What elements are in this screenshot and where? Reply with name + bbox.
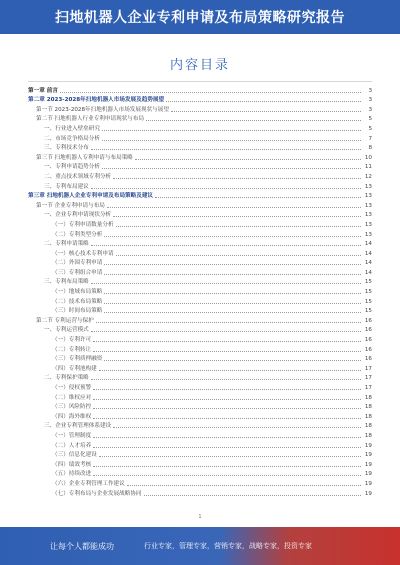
toc-leader-dots bbox=[93, 389, 361, 390]
toc-entry-page: 14 bbox=[364, 269, 372, 276]
toc-leader-dots bbox=[113, 178, 361, 179]
toc-leader-dots bbox=[93, 351, 361, 352]
toc-entry[interactable] bbox=[28, 85, 372, 95]
toc-entry[interactable] bbox=[28, 258, 372, 268]
report-footer bbox=[0, 527, 400, 565]
toc-entry-label: 第二节 专利运营与保护 bbox=[36, 317, 94, 324]
toc-entry[interactable] bbox=[28, 171, 372, 181]
toc-leader-dots bbox=[91, 283, 361, 284]
toc-leader-dots bbox=[93, 447, 361, 448]
toc-entry-label: （七）专利布局与企业发展战略协同 bbox=[52, 490, 142, 497]
toc-entry[interactable] bbox=[28, 363, 372, 373]
toc-entry-label: 二、专利保护策略 bbox=[44, 375, 89, 382]
toc-leader-dots bbox=[96, 322, 361, 323]
toc-entry-page: 10 bbox=[364, 154, 372, 161]
toc-entry[interactable] bbox=[28, 382, 372, 392]
toc-entry-label: 二、重点技术领域专利分析 bbox=[44, 173, 112, 180]
toc-entry-label: 一、行业进入壁垒研究 bbox=[44, 125, 100, 132]
toc-entry-page: 7 bbox=[368, 135, 372, 142]
toc-entry[interactable] bbox=[28, 133, 372, 143]
toc-entry-label: 第二节 扫地机器人行业专利申请现状与布局 bbox=[36, 116, 145, 123]
toc-entry-label: 第三节 扫地机器人专利申请与布局策略 bbox=[36, 154, 133, 161]
toc-entry[interactable] bbox=[28, 421, 372, 431]
toc-entry-page: 3 bbox=[368, 106, 372, 113]
toc-entry-page: 16 bbox=[364, 317, 372, 324]
toc-entry-page: 19 bbox=[364, 442, 372, 449]
toc-entry[interactable] bbox=[28, 267, 372, 277]
toc-entry-label: 一、专利运营模式 bbox=[44, 327, 89, 334]
toc-leader-dots bbox=[102, 130, 361, 131]
toc-leader-dots bbox=[166, 101, 361, 102]
toc-leader-dots bbox=[135, 159, 361, 160]
toc-leader-dots bbox=[146, 120, 361, 121]
toc-entry[interactable] bbox=[28, 143, 372, 153]
toc-entry-page: 15 bbox=[364, 298, 372, 305]
toc-entry-page: 16 bbox=[364, 327, 372, 334]
toc-leader-dots bbox=[93, 418, 361, 419]
toc-entry[interactable] bbox=[28, 488, 372, 498]
toc-entry-label: 三、专利布局建议 bbox=[44, 183, 89, 190]
toc-leader-dots bbox=[91, 188, 361, 189]
toc-leader-dots bbox=[93, 466, 361, 467]
toc-entry-page: 13 bbox=[364, 231, 372, 238]
toc-leader-dots bbox=[104, 264, 361, 265]
toc-entry-page: 11 bbox=[364, 164, 372, 171]
toc-entry-label: 二、专利申请策略 bbox=[44, 241, 89, 248]
toc-entry[interactable] bbox=[28, 152, 372, 162]
toc-entry-page: 16 bbox=[364, 337, 372, 344]
toc-entry[interactable] bbox=[28, 248, 372, 258]
toc-entry-page: 18 bbox=[364, 432, 372, 439]
toc-entry-label: （四）专利池构建 bbox=[52, 365, 97, 372]
footer-slogan: 让每个人都能成功 bbox=[50, 541, 114, 551]
toc-entry[interactable] bbox=[28, 392, 372, 402]
toc-entry[interactable] bbox=[28, 219, 372, 229]
toc-entry-page: 15 bbox=[364, 279, 372, 286]
toc-entry-page: 18 bbox=[364, 394, 372, 401]
toc-entry-page: 13 bbox=[364, 193, 372, 200]
toc-entry-label: （二）专利转让 bbox=[52, 346, 92, 353]
toc-entry-page: 17 bbox=[364, 385, 372, 391]
toc-entry-label: （二）专利类型分析 bbox=[52, 231, 103, 238]
page-number: 1 bbox=[198, 514, 202, 520]
toc-entry-label: （二）技术布局策略 bbox=[52, 298, 103, 305]
toc-entry-label: （四）海外维权 bbox=[52, 413, 92, 420]
footer-tagline: 行业专家，管理专家，营销专家，战略专家，投资专家 bbox=[144, 542, 312, 550]
toc-entry[interactable] bbox=[28, 373, 372, 383]
toc-heading: 内容目录 bbox=[169, 58, 230, 73]
toc-leader-dots bbox=[91, 149, 361, 150]
toc-entry[interactable] bbox=[28, 210, 372, 220]
toc-leader-dots bbox=[102, 140, 361, 141]
toc-leader-dots bbox=[116, 226, 361, 227]
toc-leader-dots bbox=[127, 485, 361, 486]
toc-entry-page: 13 bbox=[364, 212, 372, 219]
toc-entry-label: （三）信息化建设 bbox=[52, 452, 97, 459]
toc-leader-dots bbox=[102, 168, 361, 169]
toc-entry-label: 二、市场竞争格局分析 bbox=[44, 135, 100, 142]
toc-entry-page: 14 bbox=[364, 250, 372, 257]
report-header bbox=[0, 0, 400, 34]
toc-leader-dots bbox=[104, 236, 361, 237]
toc-leader-dots bbox=[93, 408, 361, 409]
toc-entry-page: 16 bbox=[364, 346, 372, 353]
toc-entry[interactable] bbox=[28, 411, 372, 421]
toc-leader-dots bbox=[155, 197, 361, 198]
toc-leader-dots bbox=[104, 293, 361, 294]
toc-entry-page: 12 bbox=[364, 173, 372, 180]
toc-entry-page: 8 bbox=[368, 145, 372, 152]
toc-entry-label: （一）专利许可 bbox=[52, 337, 92, 344]
toc-entry-page: 13 bbox=[364, 202, 372, 209]
toc-leader-dots bbox=[104, 360, 361, 361]
toc-entry-page: 3 bbox=[368, 97, 372, 104]
toc-leader-dots bbox=[99, 456, 361, 457]
toc-entry-page: 18 bbox=[364, 404, 372, 411]
toc-entry-label: （二）外围专利申请 bbox=[52, 260, 103, 267]
toc-entry[interactable] bbox=[28, 344, 372, 354]
toc-entry-page: 13 bbox=[364, 183, 372, 190]
toc-entry[interactable] bbox=[28, 95, 372, 105]
toc-entry[interactable] bbox=[28, 334, 372, 344]
toc-leader-dots bbox=[116, 255, 361, 256]
toc-entry[interactable] bbox=[28, 325, 372, 335]
toc-entry-page: 18 bbox=[364, 423, 372, 430]
toc-entry-label: （三）专利组合申请 bbox=[52, 269, 103, 276]
toc-entry-label: （一）管理制度 bbox=[52, 432, 92, 439]
toc-entry-label: 第二章 2023-2028年扫地机器人市场发展及趋势展望 bbox=[28, 97, 165, 104]
toc-leader-dots bbox=[171, 111, 361, 112]
toc-entry[interactable] bbox=[28, 315, 372, 325]
toc-entry-label: （二）人才培养 bbox=[52, 442, 92, 449]
toc-entry-label: 第一章 前言 bbox=[28, 87, 58, 94]
report-title: 扫地机器人企业专利申请及布局策略研究报告 bbox=[55, 10, 345, 26]
toc-entry-page: 17 bbox=[364, 365, 372, 372]
toc-entry-label: （二）维权应对 bbox=[52, 394, 92, 401]
toc-leader-dots bbox=[99, 370, 361, 371]
toc-leader-dots bbox=[91, 379, 361, 380]
toc-entry-page: 19 bbox=[364, 461, 372, 468]
toc-entry-page: 18 bbox=[364, 413, 372, 420]
toc-entry[interactable] bbox=[28, 469, 372, 479]
toc-entry-page: 14 bbox=[364, 241, 372, 248]
toc-entry-page: 3 bbox=[368, 87, 372, 94]
toc-entry[interactable] bbox=[28, 402, 372, 412]
toc-entry-page: 19 bbox=[364, 452, 372, 459]
toc-leader-dots bbox=[60, 92, 361, 93]
toc-entry[interactable] bbox=[28, 239, 372, 249]
toc-entry-label: 第一节 2023-2028年扫地机器人市场发展现状与展望 bbox=[36, 106, 169, 113]
toc-entry[interactable] bbox=[28, 354, 372, 364]
toc-entry[interactable] bbox=[28, 459, 372, 469]
toc-entry[interactable] bbox=[28, 181, 372, 191]
toc-entry-label: （三）风险防控 bbox=[52, 404, 92, 411]
toc-leader-dots bbox=[104, 274, 361, 275]
toc-entry-label: 三、企业专利管理体系建设 bbox=[44, 423, 112, 430]
toc-entry-label: （一）专利申请数量分析 bbox=[52, 221, 114, 228]
toc-entry-label: 三、专利技术分布 bbox=[44, 145, 89, 152]
toc-entry[interactable] bbox=[28, 277, 372, 287]
toc-entry[interactable] bbox=[28, 478, 372, 488]
toc-entry-page: 14 bbox=[364, 260, 372, 267]
toc-entry[interactable] bbox=[28, 191, 372, 201]
toc-entry-page: 17 bbox=[364, 375, 372, 382]
toc-entry[interactable] bbox=[28, 430, 372, 440]
toc-leader-dots bbox=[91, 245, 361, 246]
toc-leader-dots bbox=[93, 341, 361, 342]
toc-entry[interactable] bbox=[28, 162, 372, 172]
toc-entry-label: 第一节 企业专利申请与布局 bbox=[36, 202, 105, 209]
toc-entry[interactable] bbox=[28, 114, 372, 124]
toc-entry-label: （三）专利质押融资 bbox=[52, 356, 103, 363]
toc-entry[interactable] bbox=[28, 286, 372, 296]
toc-entry-label: （一）地域布局策略 bbox=[52, 289, 103, 296]
toc-entry-page: 15 bbox=[364, 308, 372, 315]
toc-entry[interactable] bbox=[28, 104, 372, 114]
toc-entry[interactable] bbox=[28, 229, 372, 239]
toc-entry-page: 19 bbox=[364, 490, 372, 497]
table-of-contents bbox=[28, 85, 372, 498]
toc-leader-dots bbox=[107, 207, 361, 208]
toc-leader-dots bbox=[93, 475, 361, 476]
toc-entry[interactable] bbox=[28, 440, 372, 450]
toc-entry-label: （一）核心技术专利申请 bbox=[52, 250, 114, 257]
toc-entry-label: 一、企业专利申请现状分析 bbox=[44, 212, 112, 219]
toc-leader-dots bbox=[113, 216, 361, 217]
toc-entry-page: 16 bbox=[364, 356, 372, 363]
toc-entry-label: 一、专利申请趋势分析 bbox=[44, 164, 100, 171]
toc-leader-dots bbox=[144, 495, 361, 496]
toc-entry-page: 19 bbox=[364, 471, 372, 478]
toc-leader-dots bbox=[93, 437, 361, 438]
divider bbox=[28, 81, 372, 82]
toc-leader-dots bbox=[104, 312, 361, 313]
toc-entry[interactable] bbox=[28, 306, 372, 316]
toc-entry-label: 三、专利布局策略 bbox=[44, 279, 89, 286]
toc-entry-page: 15 bbox=[364, 289, 372, 296]
toc-entry-page: 5 bbox=[368, 125, 372, 132]
toc-entry[interactable] bbox=[28, 200, 372, 210]
toc-leader-dots bbox=[113, 427, 361, 428]
toc-entry[interactable] bbox=[28, 450, 372, 460]
toc-entry-label: （四）绩效考核 bbox=[52, 461, 92, 468]
toc-entry-label: （三）时间布局策略 bbox=[52, 308, 103, 315]
toc-leader-dots bbox=[104, 303, 361, 304]
toc-entry-page: 19 bbox=[364, 480, 372, 487]
toc-entry[interactable] bbox=[28, 296, 372, 306]
toc-entry-label: （一）侵权预警 bbox=[52, 385, 92, 391]
toc-entry-label: （五）持续改进 bbox=[52, 471, 92, 478]
toc-leader-dots bbox=[93, 399, 361, 400]
toc-leader-dots bbox=[91, 331, 361, 332]
toc-entry-label: （六）企业专利管理工作建议 bbox=[52, 480, 125, 487]
toc-entry-label: 第三章 扫地机器人企业专利申请及布局策略及建议 bbox=[28, 193, 154, 200]
toc-entry[interactable] bbox=[28, 123, 372, 133]
toc-entry-page: 5 bbox=[368, 116, 372, 123]
toc-entry-page: 13 bbox=[364, 221, 372, 228]
